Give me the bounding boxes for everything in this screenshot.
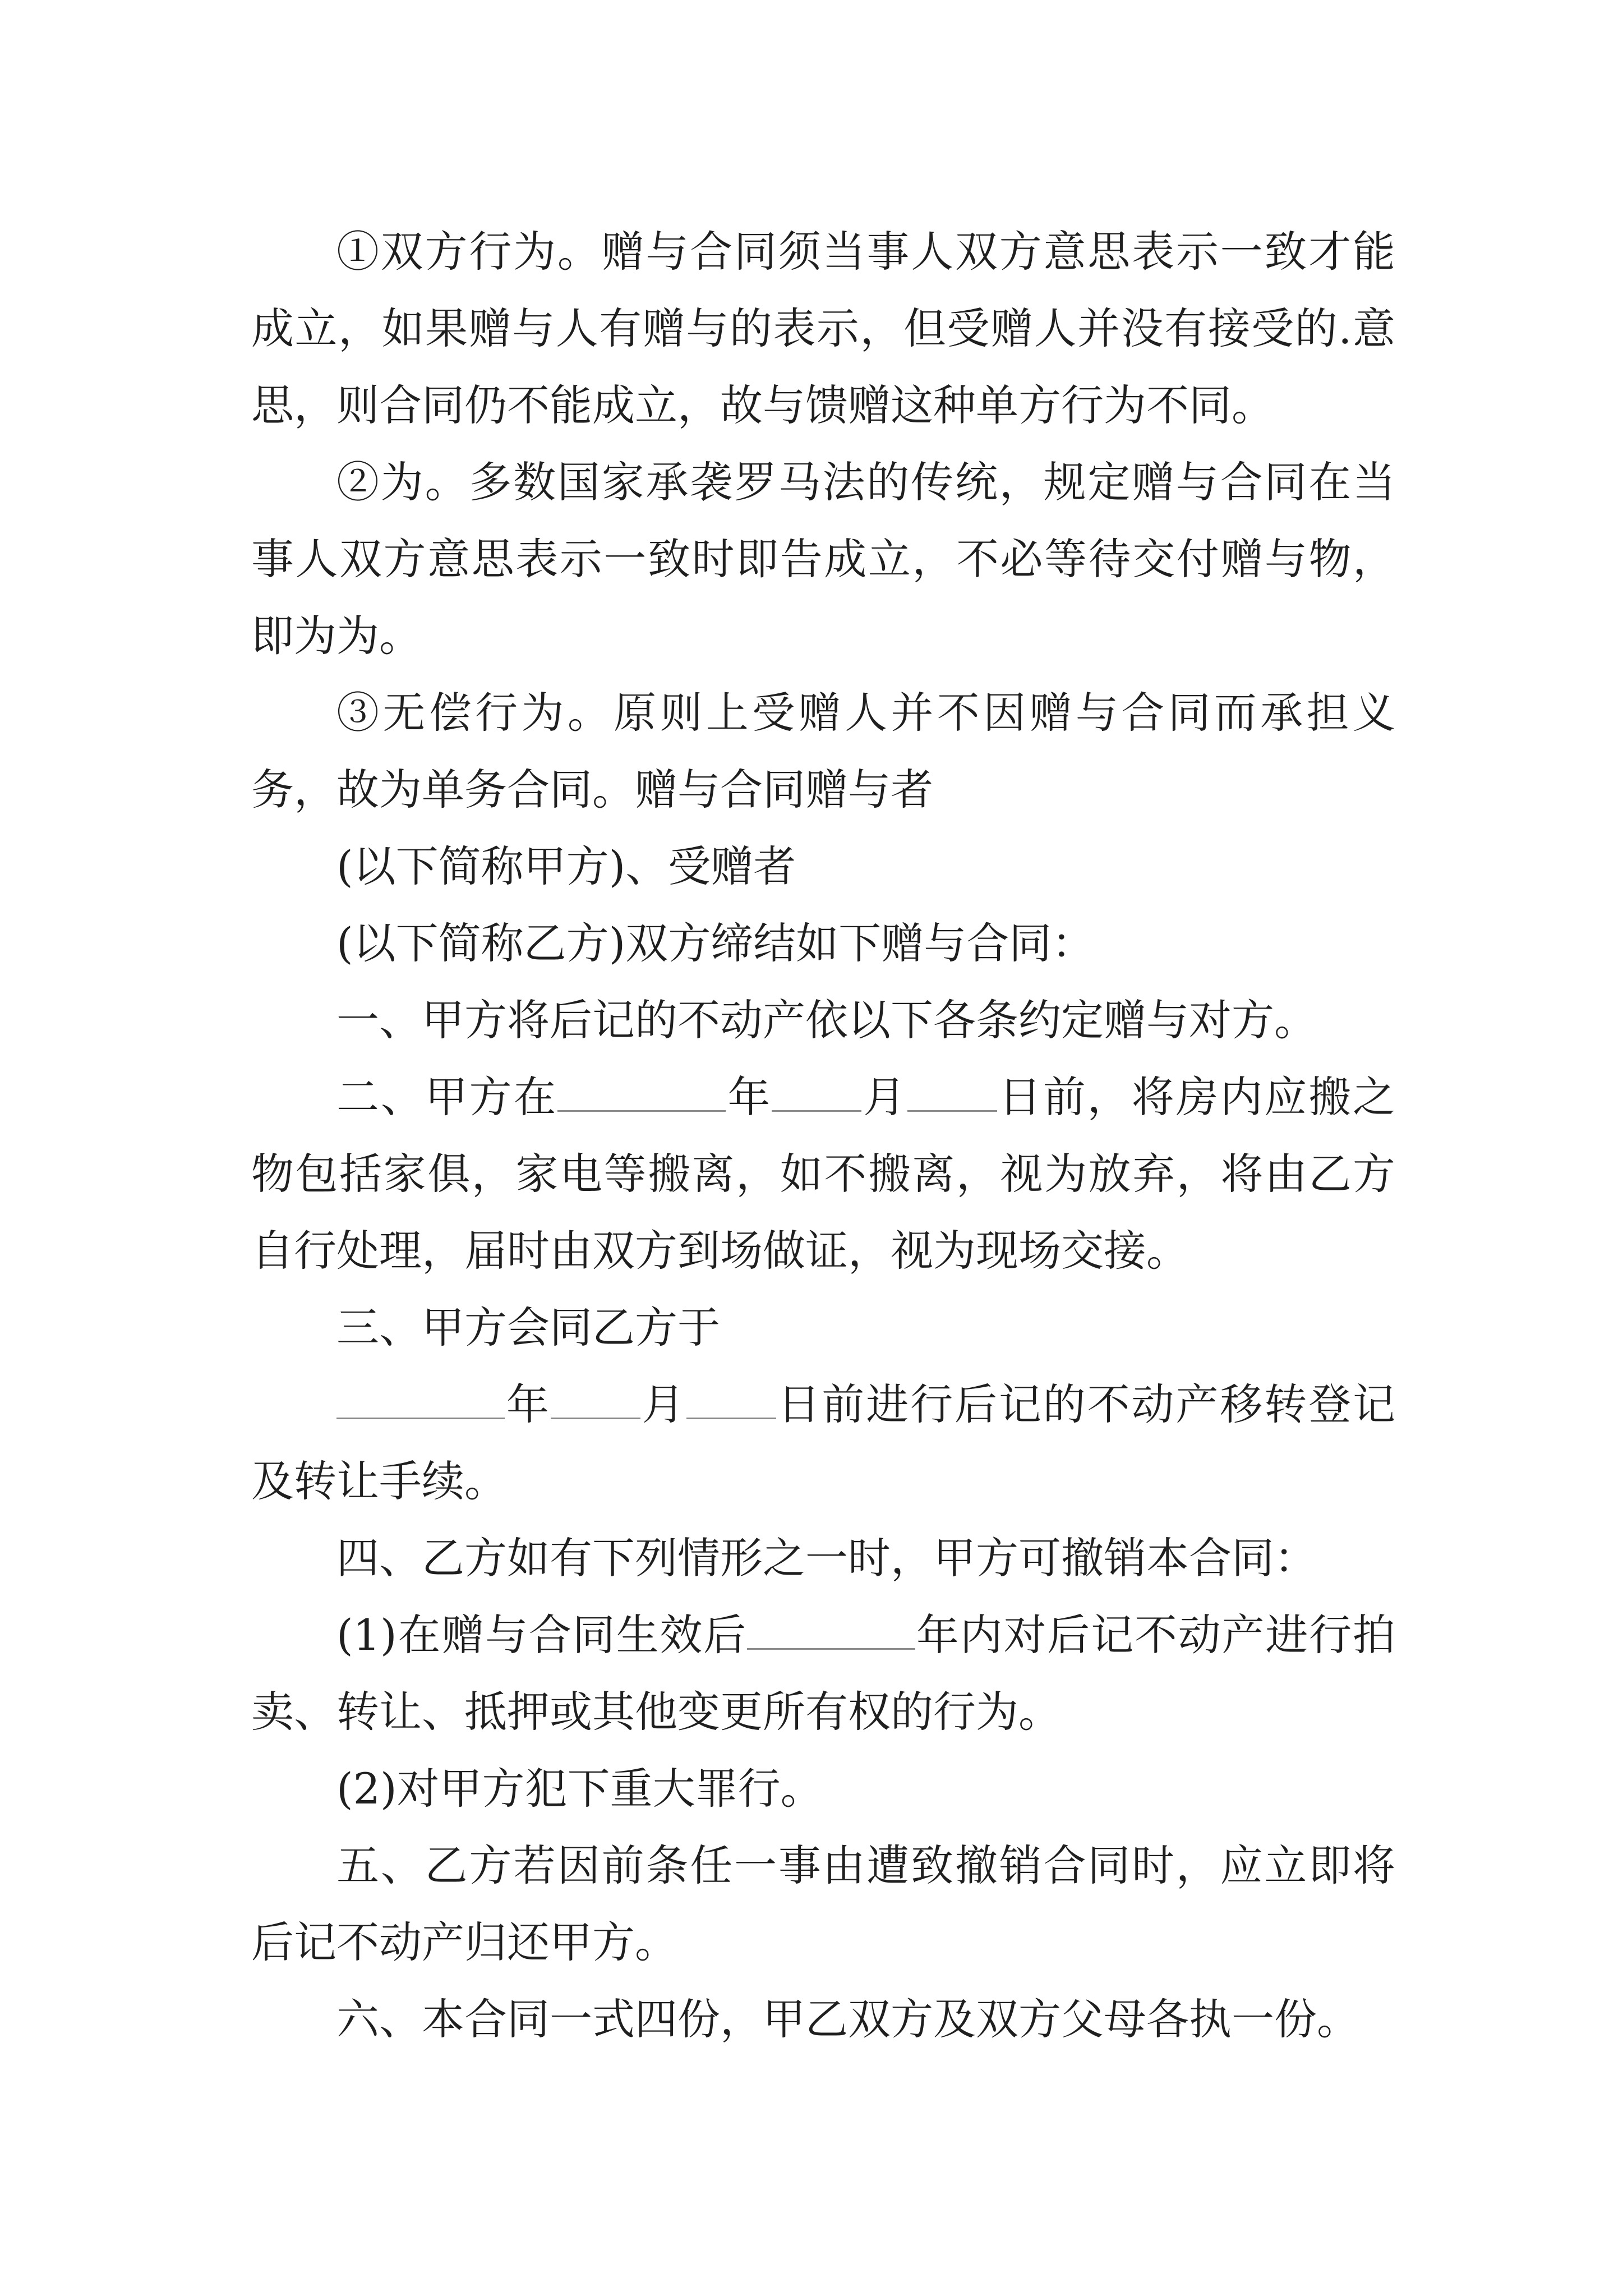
paragraph-party-a: (以下简称甲方)、受赠者 bbox=[336, 841, 796, 891]
clause-2-year: 年 bbox=[726, 1072, 772, 1122]
clause-4-item-1-suffix: 年内对后记不动产进行拍卖、转让、抵押或其他变更所有权的行为。 bbox=[251, 1610, 1396, 1737]
clause-3-suffix: 日前进行后记的不动产移转登记及转让手续。 bbox=[251, 1379, 1396, 1506]
day-blank bbox=[907, 1076, 997, 1112]
year-blank bbox=[336, 1384, 505, 1419]
years-blank bbox=[747, 1614, 915, 1650]
clause-4-item-2: (2)对甲方犯下重大罪行。 bbox=[336, 1764, 823, 1814]
document-body bbox=[251, 213, 1395, 2058]
year-blank bbox=[557, 1076, 726, 1112]
clause-3-month: 月 bbox=[640, 1379, 686, 1429]
day-blank bbox=[686, 1384, 776, 1419]
paragraph-consensual-act: ②为。多数国家承袭罗马法的传统，规定赠与合同在当事人双方意思表示一致时即告成立，不必等待交付赠与物，即为为。 bbox=[251, 457, 1395, 661]
clause-2-prefix: 二、甲方在 bbox=[336, 1072, 558, 1122]
clause-4-item-1-prefix: (1)在赠与合同生效后 bbox=[336, 1610, 748, 1660]
paragraph-unilateral-act: ①双方行为。赠与合同须当事人双方意思表示一致才能成立，如果赠与人有赠与的表示，但受赠人并没有接受的.意思，则合同仍不能成立，故与馈赠这种单方行为不同。 bbox=[251, 227, 1395, 430]
month-blank bbox=[551, 1384, 640, 1419]
clause-3-year: 年 bbox=[505, 1379, 551, 1429]
clause-1: 一、甲方将后记的不动产依以下各条约定赠与对方。 bbox=[336, 995, 1317, 1045]
clause-3-line1: 三、甲方会同乙方于 bbox=[336, 1303, 720, 1352]
clause-3-line2 bbox=[251, 1366, 1395, 1520]
clause-2-month: 月 bbox=[861, 1072, 908, 1122]
clause-2-suffix: 日前，将房内应搬之物包括家俱，家电等搬离，如不搬离，视为放弃，将由乙方自行处理，届时由双方到场做证，视为现场交接。 bbox=[251, 1072, 1396, 1276]
paragraph-gratuitous-act: ③无偿行为。原则上受赠人并不因赠与合同而承担义务，故为单务合同。赠与合同赠与者 bbox=[251, 688, 1395, 815]
clause-6: 六、本合同一式四份，甲乙双方及双方父母各执一份。 bbox=[336, 1994, 1359, 2044]
clause-4-intro: 四、乙方如有下列情形之一时，甲方可撤销本合同： bbox=[336, 1533, 1317, 1583]
month-blank bbox=[772, 1076, 861, 1112]
clause-5: 五、乙方若因前条任一事由遭致撤销合同时，应立即将后记不动产归还甲方。 bbox=[251, 1841, 1395, 1967]
clause-2 bbox=[251, 1059, 1395, 1289]
clause-4-item-1 bbox=[251, 1596, 1395, 1750]
paragraph-party-b: (以下简称乙方)双方缔结如下赠与合同： bbox=[336, 918, 1095, 968]
